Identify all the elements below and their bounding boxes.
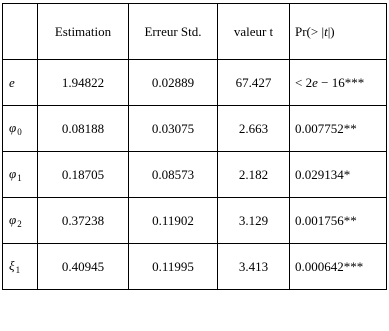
cell-estimation: 1.94822 — [38, 60, 129, 106]
cell-p-value: 0.007752** — [290, 106, 387, 152]
cell-t-value: 2.182 — [218, 152, 290, 198]
cell-estimation: 0.40945 — [38, 244, 129, 290]
header-p-value — [290, 4, 387, 60]
table-row — [3, 198, 387, 244]
cell-p-value: 0.001756** — [290, 198, 387, 244]
table-row — [3, 60, 387, 106]
table-row — [3, 106, 387, 152]
cell-estimation: 0.18705 — [38, 152, 129, 198]
header-estimation: Estimation — [38, 4, 129, 60]
regression-table — [2, 3, 387, 290]
table-header-row — [3, 4, 387, 60]
cell-std-error: 0.03075 — [129, 106, 218, 152]
header-p-value-pre: Pr(> | — [295, 23, 325, 39]
cell-p-value: 0.029134* — [290, 152, 387, 198]
cell-t-value: 2.663 — [218, 106, 290, 152]
cell-p-value — [290, 60, 387, 106]
cell-std-error: 0.11902 — [129, 198, 218, 244]
p-value-rest: − 16*** — [317, 74, 365, 90]
cell-t-value: 3.413 — [218, 244, 290, 290]
row-label-phi0: $\varphi_0$ — [3, 106, 38, 152]
cell-std-error: 0.08573 — [129, 152, 218, 198]
row-label-e: e — [3, 60, 38, 106]
header-p-value-var: t — [324, 23, 328, 39]
cell-t-value: 3.129 — [218, 198, 290, 244]
table-row — [3, 244, 387, 290]
row-label-phi1: $\varphi_1$ — [3, 152, 38, 198]
header-t-value: valeur t — [218, 4, 290, 60]
p-value-text: < 2 — [295, 74, 313, 90]
cell-estimation: 0.08188 — [38, 106, 129, 152]
header-p-value-post: |) — [327, 23, 335, 39]
cell-std-error: 0.11995 — [129, 244, 218, 290]
cell-t-value: 67.427 — [218, 60, 290, 106]
cell-p-value: 0.000642*** — [290, 244, 387, 290]
p-value-var: e — [312, 74, 318, 90]
header-empty-cell — [3, 4, 38, 60]
header-std-error: Erreur Std. — [129, 4, 218, 60]
table-row — [3, 152, 387, 198]
row-label-xi1: $\xi_1$ — [3, 244, 38, 290]
cell-estimation: 0.37238 — [38, 198, 129, 244]
cell-std-error: 0.02889 — [129, 60, 218, 106]
row-label-phi2: $\varphi_2$ — [3, 198, 38, 244]
